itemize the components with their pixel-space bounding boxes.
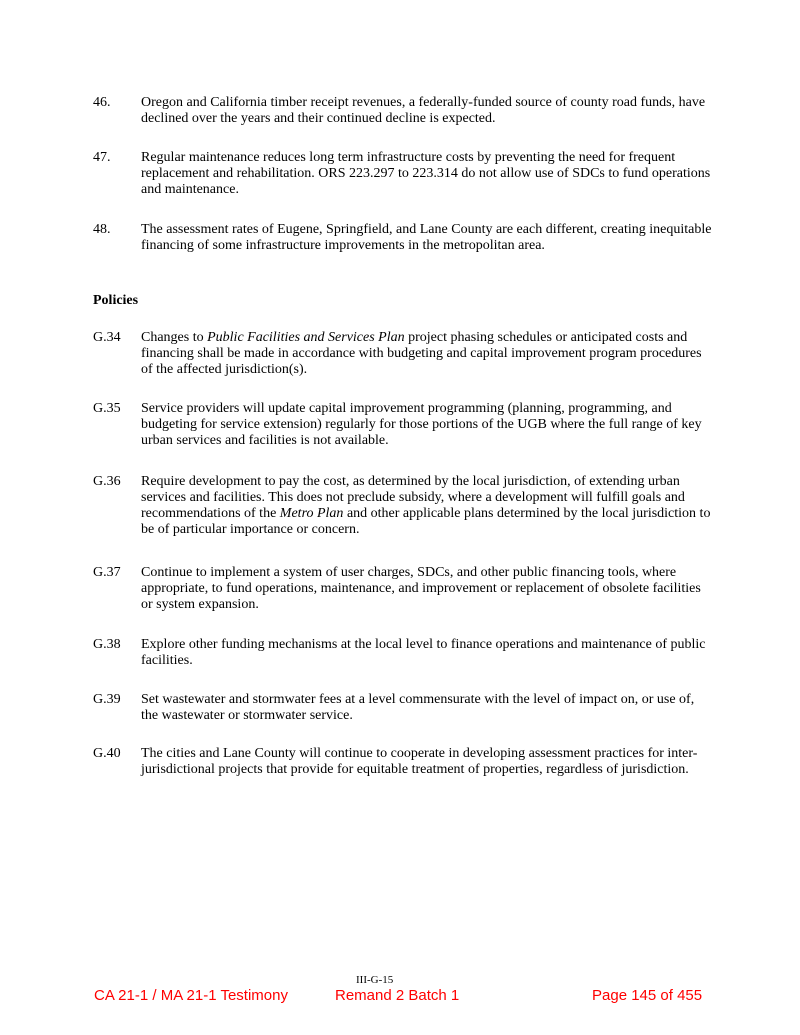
finding-item: [93, 222, 713, 254]
policy-item: [93, 330, 713, 378]
finding-number: 47.: [93, 150, 111, 165]
policy-number: G.37: [93, 565, 121, 580]
policy-text: Continue to implement a system of user charges, SDCs, and other public financing tools, where appropriate, to fund operations, maintenance, and improvement or replacement of obsolete facilities or system expansion.: [141, 565, 701, 612]
finding-text: The assessment rates of Eugene, Springfield, and Lane County are each different, creating inequitable financing of some infrastructure improvements in the metropolitan area.: [141, 222, 712, 253]
policy-number: G.34: [93, 330, 121, 345]
policy-number: G.38: [93, 637, 121, 652]
policy-item: [93, 565, 713, 613]
footer-left: CA 21-1 / MA 21-1 Testimony: [94, 987, 288, 1004]
finding-number: 48.: [93, 222, 111, 237]
policy-item: [93, 637, 713, 669]
policy-number: G.35: [93, 401, 121, 416]
finding-item: [93, 95, 713, 127]
finding-item: [93, 150, 713, 198]
policies-heading: Policies: [93, 293, 139, 308]
page-label: III-G-15: [356, 974, 394, 986]
policy-item: [93, 474, 713, 538]
footer-right: Page 145 of 455: [592, 987, 703, 1004]
policy-number: G.39: [93, 692, 121, 707]
policy-item: [93, 692, 713, 724]
policy-text: Set wastewater and stormwater fees at a level commensurate with the level of impact on, or use of, the wastewater or stormwater service.: [141, 692, 695, 723]
policy-text: Changes to Public Facilities and Services Plan project phasing schedules or anticipated costs and financing shall be made in accordance with budgeting and capital improvement program procedures of the affected jurisdiction(s).: [141, 330, 702, 377]
policy-item: [93, 746, 713, 778]
policy-number: G.36: [93, 474, 121, 489]
policy-text: Explore other funding mechanisms at the local level to finance operations and maintenance of public facilities.: [141, 637, 706, 668]
policy-text: Service providers will update capital improvement programming (planning, programming, and budgeting for service extension) regularly for those portions of the UGB where the full range of key urban services and facilities is not available.: [141, 401, 702, 448]
policy-text: The cities and Lane County will continue to cooperate in developing assessment practices for inter-jurisdictional projects that provide for equitable treatment of properties, regardless of jurisdiction.: [141, 746, 698, 777]
policy-text: Require development to pay the cost, as determined by the local jurisdiction, of extending urban services and facilities. This does not preclude subsidy, where a development will fulfill goals and recommendations of the Metro Plan and other applicable plans determined by the local jurisdiction to be of particular importance or concern.: [141, 474, 711, 537]
finding-text: Oregon and California timber receipt revenues, a federally-funded source of county road funds, have declined over the years and their continued decline is expected.: [141, 95, 706, 126]
policy-item: [93, 401, 713, 449]
finding-number: 46.: [93, 95, 111, 110]
plan-title: Metro Plan: [279, 506, 344, 521]
plan-title: Public Facilities and Services Plan: [207, 330, 405, 345]
policy-number: G.40: [93, 746, 121, 761]
finding-text: Regular maintenance reduces long term infrastructure costs by preventing the need for frequent replacement and rehabilitation. ORS 223.297 to 223.314 do not allow use of SDCs to fund operations and maintenance.: [141, 150, 711, 197]
footer-center: Remand 2 Batch 1: [335, 987, 460, 1004]
